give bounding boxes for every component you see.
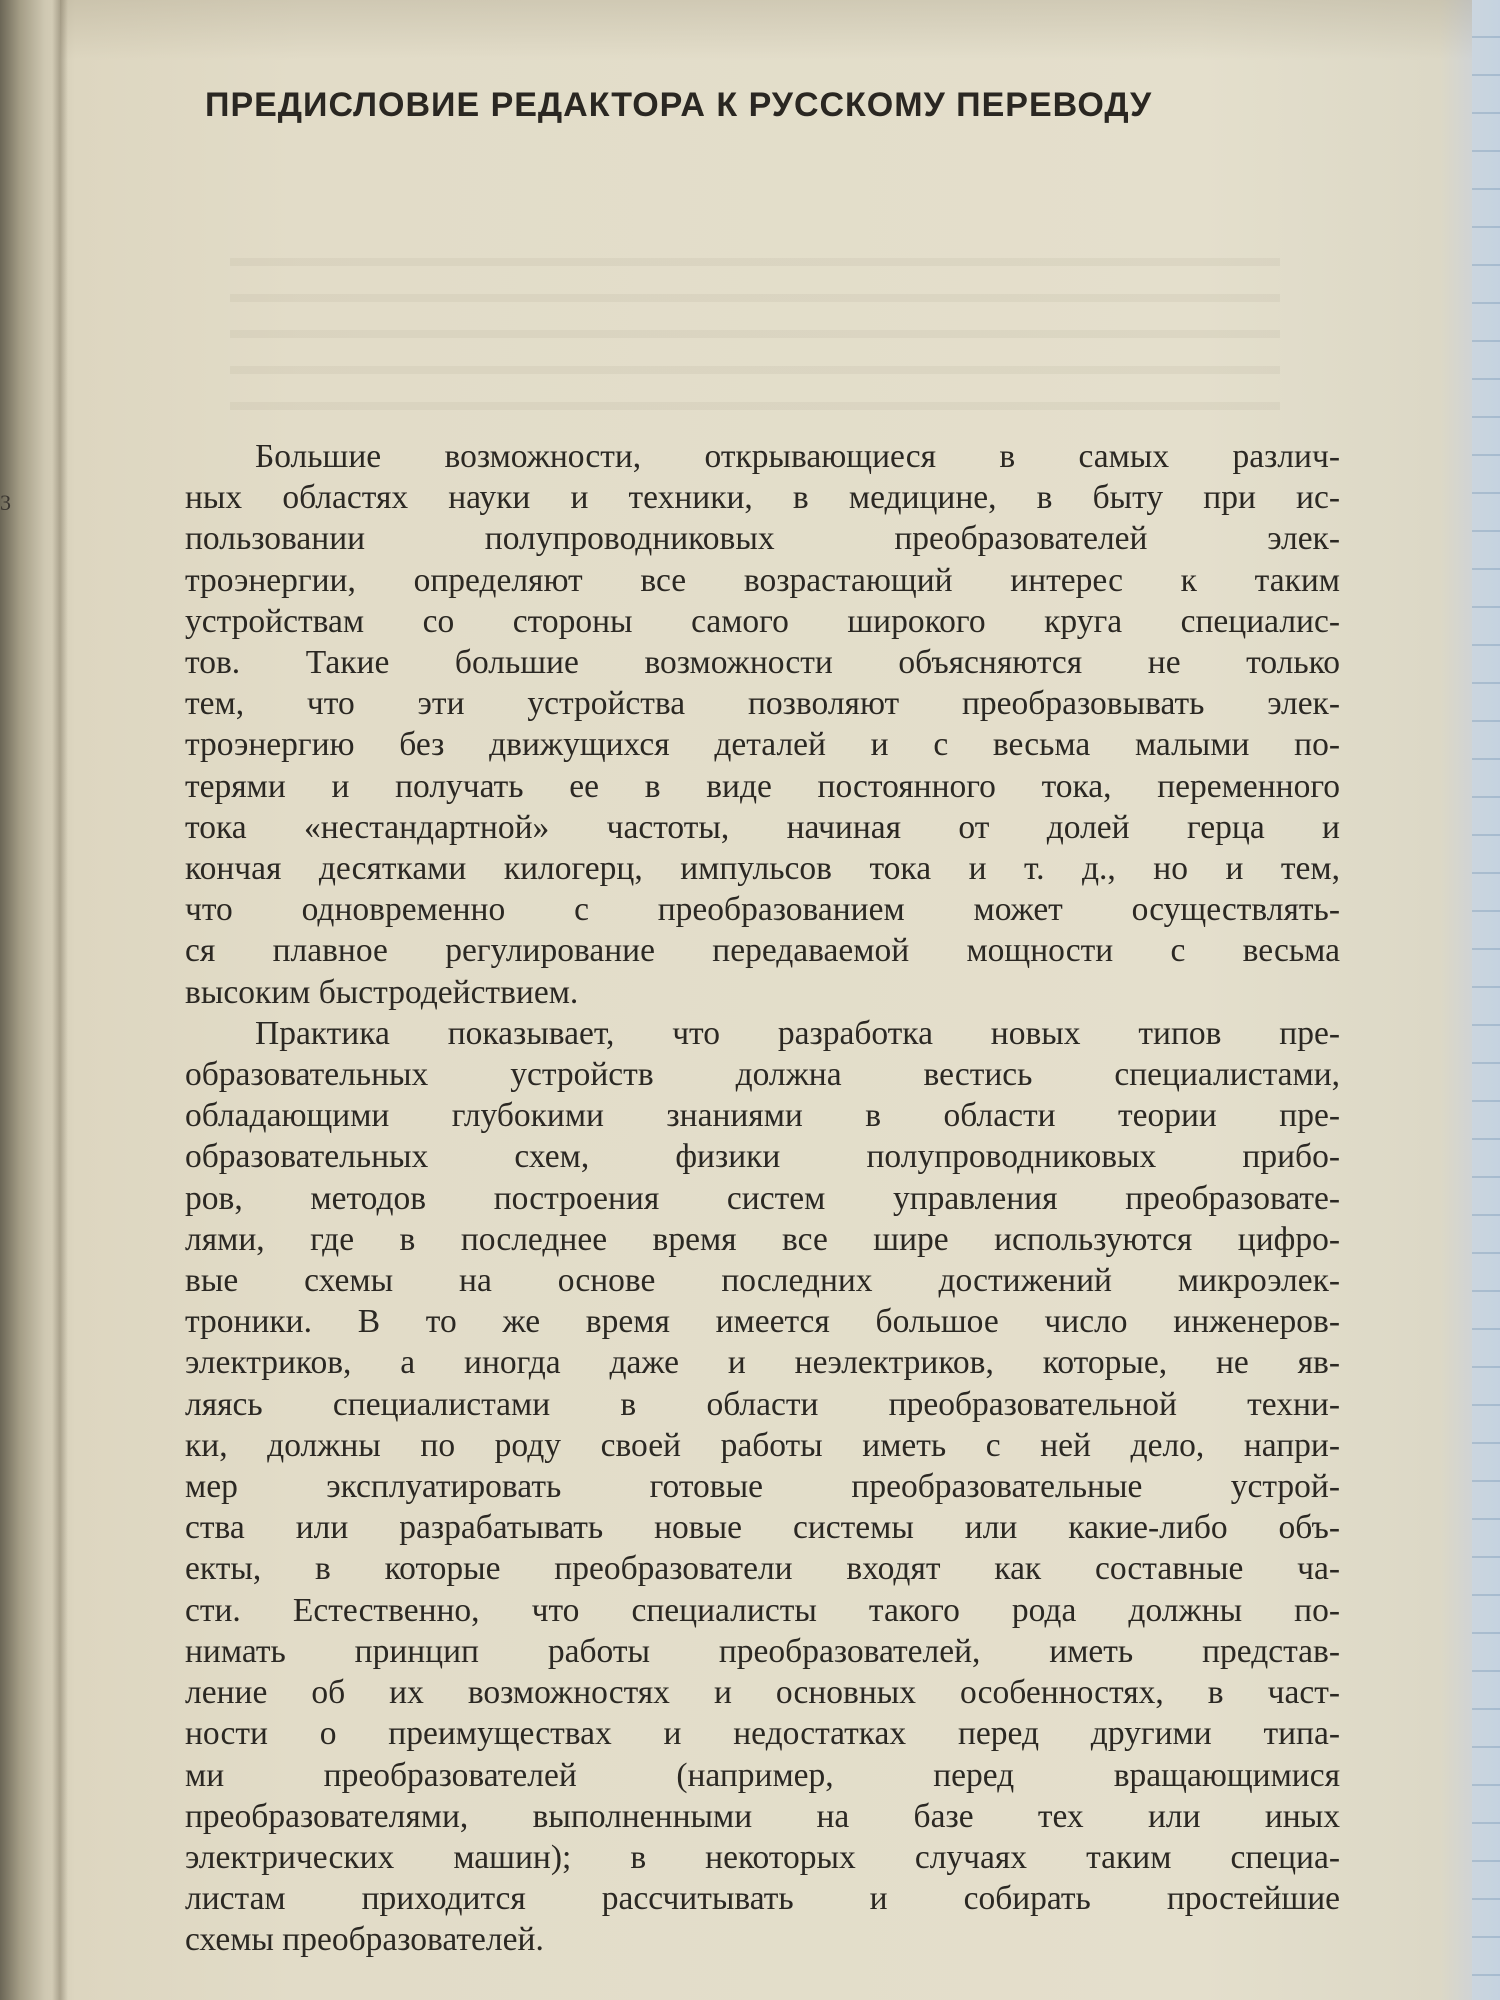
text-line: устройствам со стороны самого широкого круга специалис- [185, 602, 1340, 640]
text-line: образовательных схем, физики полупроводниковых прибо- [185, 1138, 1340, 1176]
book-gutter [52, 0, 68, 2000]
text-line: схемы преобразователей. [185, 1921, 544, 1959]
text-line: ки, должны по роду своей работы иметь с ней дело, напри- [185, 1426, 1340, 1464]
text-line: нимать принцип работы преобразователей, иметь представ- [185, 1632, 1340, 1670]
text-line: ных областях науки и техники, в медицине, в быту при ис- [185, 479, 1340, 517]
text-line: электрических машин); в некоторых случаях таким специа- [185, 1838, 1340, 1876]
text-line: высоким быстродействием. [185, 973, 579, 1011]
text-line: ление об их возможностях и основных особенностях, в част- [185, 1674, 1340, 1712]
text-line: листам приходится рассчитывать и собирать простейшие [185, 1880, 1340, 1918]
text-line: обладающими глубокими знаниями в области теории пре- [185, 1097, 1340, 1135]
text-line: екты, в которые преобразователи входят как составные ча- [185, 1550, 1340, 1588]
text-line: мер эксплуатировать готовые преобразовательные устрой- [185, 1468, 1340, 1506]
text-line: ства или разрабатывать новые системы или какие-либо объ- [185, 1509, 1340, 1547]
text-line: электриков, а иногда даже и неэлектриков, которые, не яв- [185, 1344, 1340, 1382]
text-line: ляясь специалистами в области преобразовательной техни- [185, 1385, 1340, 1423]
text-line: троэнергии, определяют все возрастающий интерес к таким [185, 561, 1340, 599]
margin-mark: 3 [0, 490, 11, 515]
text-line: тов. Такие большие возможности объясняются не только [185, 644, 1340, 682]
text-line: троэнергию без движущихся деталей и с весьма малыми по- [185, 726, 1340, 764]
text-line: образовательных устройств должна вестись специалистами, [185, 1056, 1340, 1094]
text-line: лями, где в последнее время все шире используются цифро- [185, 1220, 1340, 1258]
text-line: кончая десятками килогерц, импульсов тока и т. д., но и тем, [185, 850, 1340, 888]
text-line: ров, методов построения систем управления преобразовате- [185, 1179, 1340, 1217]
text-line: преобразователями, выполненными на базе тех или иных [185, 1797, 1340, 1835]
page-top-shadow [60, 0, 1472, 60]
text-line: ми преобразователей (например, перед вращающимися [185, 1756, 1340, 1794]
text-line: что одновременно с преобразованием может осуществлять- [185, 891, 1340, 929]
text-line: вые схемы на основе последних достижений микроэлек- [185, 1262, 1340, 1300]
bleed-through-text [230, 230, 1280, 430]
text-line: терями и получать ее в виде постоянного тока, переменного [185, 767, 1340, 805]
text-line: троники. В то же время имеется большое число инженеров- [185, 1303, 1340, 1341]
body-text [185, 436, 1340, 1961]
text-line: тем, что эти устройства позволяют преобразовывать элек- [185, 685, 1340, 723]
text-line: сти. Естественно, что специалисты такого рода должны по- [185, 1591, 1340, 1629]
text-line: тока «нестандартной» частоты, начиная от долей герца и [185, 808, 1340, 846]
text-line: ся плавное регулирование передаваемой мощности с весьма [185, 932, 1340, 970]
page-heading: ПРЕДИСЛОВИЕ РЕДАКТОРА К РУССКОМУ ПЕРЕВОДУ [205, 86, 1153, 124]
text-line: Большие возможности, открывающиеся в самых различ- [255, 438, 1340, 475]
text-line: пользовании полупроводниковых преобразователей элек- [185, 520, 1340, 558]
underlying-graph-paper [1472, 0, 1500, 2000]
text-line: ности о преимуществах и недостатках перед другими типа- [185, 1715, 1340, 1753]
text-line: Практика показывает, что разработка новых типов пре- [255, 1014, 1340, 1052]
